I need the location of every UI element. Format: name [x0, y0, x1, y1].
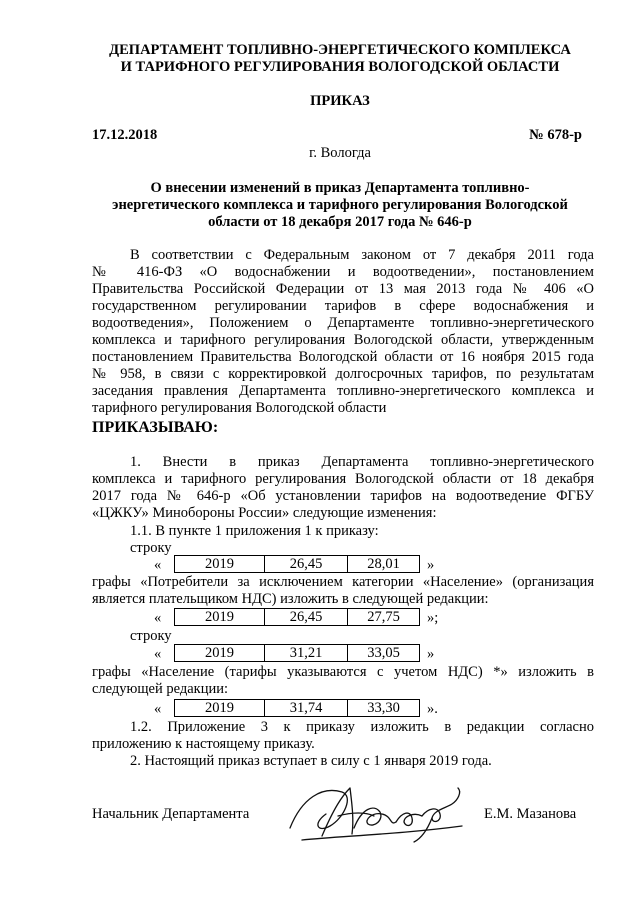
item-1-line: комплекса и тарифного регулирования Вологодской области от 18 декабря: [92, 471, 594, 487]
table-cell-value: 31,21: [265, 645, 348, 662]
table-cell-value: 31,74: [265, 700, 348, 717]
org-name-line-1: ДЕПАРТАМЕНТ ТОПЛИВНО-ЭНЕРГЕТИЧЕСКОГО КОМПЛЕКСА: [109, 42, 571, 58]
table-cell-value: 27,75: [348, 609, 420, 626]
row-word-1: строку: [130, 540, 172, 556]
open-quote: «: [154, 610, 162, 626]
open-quote: «: [154, 557, 162, 573]
close-quote: »;: [427, 610, 439, 626]
subject-line-2: энергетического комплекса и тарифного регулирования Вологодской: [112, 197, 568, 213]
preamble-line: тарифного регулирования Вологодской области: [92, 400, 387, 416]
close-quote: ».: [427, 701, 438, 717]
sub-item-1-2: [92, 719, 594, 753]
item-1-line: «ЦЖКУ» Минобороны России» следующие изменения:: [92, 505, 437, 521]
table-cell-year: 2019: [175, 700, 265, 717]
table-row: [175, 700, 420, 717]
table-cell-value: 26,45: [265, 609, 348, 626]
sub-item-1-2-line: 1.2. Приложение 3 к приказу изложить в редакции согласно: [130, 719, 594, 735]
org-name-line-2: И ТАРИФНОГО РЕГУЛИРОВАНИЯ ВОЛОГОДСКОЙ ОБЛАСТИ: [120, 59, 560, 75]
signer-position: Начальник Департамента: [92, 806, 250, 822]
replace-1-line: является плательщиком НДС) изложить в следующей редакции:: [92, 591, 489, 607]
preamble-line: государственном регулировании тарифов в сфере водоснабжения и: [92, 298, 594, 314]
replace-2-paragraph: [92, 664, 594, 698]
replace-2-line: следующей редакции:: [92, 681, 229, 697]
tariff-row-table-4: [174, 699, 420, 717]
table-cell-value: 26,45: [265, 556, 348, 573]
table-cell-year: 2019: [175, 609, 265, 626]
handwritten-signature-icon: [282, 778, 472, 848]
table-cell-value: 33,30: [348, 700, 420, 717]
replace-1-line: графы «Потребители за исключением категории «Население» (организация: [92, 574, 594, 590]
item-1-line: 2017 года № 646-р «Об установлении тарифов на водоотведение ФГБУ: [92, 488, 594, 504]
subject-line-1: О внесении изменений в приказ Департамента топливно-: [150, 180, 530, 196]
document-city: г. Вологда: [309, 145, 371, 161]
tariff-row-table-1: [174, 555, 420, 573]
item-2: 2. Настоящий приказ вступает в силу с 1 января 2019 года.: [130, 753, 492, 769]
table-cell-year: 2019: [175, 556, 265, 573]
close-quote: »: [427, 557, 435, 573]
preamble-line: № 958, в связи с корректировкой долгосрочных тарифов, по результатам: [92, 366, 594, 382]
preamble-line: постановлением Правительства Вологодской области от 16 ноября 2015 года: [92, 349, 594, 365]
subject-line-3: области от 18 декабря 2017 года № 646-р: [208, 214, 472, 230]
preamble-line: комплекса и тарифного регулирования Вологодской области, утвержденным: [92, 332, 594, 348]
item-1-paragraph: [92, 454, 594, 522]
document-date: 17.12.2018: [92, 127, 158, 143]
replace-2-line: графы «Население (тарифы указываются с учетом НДС) *» изложить в: [92, 664, 594, 680]
preamble-line: В соответствии с Федеральным законом от 7 декабря 2011 года: [130, 247, 594, 263]
sub-item-1-2-line: приложению к настоящему приказу.: [92, 736, 315, 752]
document-number: № 678-р: [529, 127, 582, 143]
table-row: [175, 645, 420, 662]
preamble-line: Правительства Российской Федерации от 13 мая 2013 года № 406 «О: [92, 281, 594, 297]
preamble-paragraph: [92, 247, 594, 417]
signer-name: Е.М. Мазанова: [484, 806, 577, 822]
item-1-line: 1. Внести в приказ Департамента топливно-энергетического: [130, 454, 594, 470]
table-cell-value: 28,01: [348, 556, 420, 573]
close-quote: »: [427, 646, 435, 662]
table-cell-value: 33,05: [348, 645, 420, 662]
row-word-2: строку: [130, 628, 172, 644]
table-row: [175, 609, 420, 626]
tariff-row-table-2: [174, 608, 420, 626]
table-cell-year: 2019: [175, 645, 265, 662]
order-word: ПРИКАЗЫВАЮ:: [92, 419, 219, 436]
sub-item-1-1: 1.1. В пункте 1 приложения 1 к приказу:: [130, 523, 379, 539]
open-quote: «: [154, 646, 162, 662]
table-row: [175, 556, 420, 573]
tariff-row-table-3: [174, 644, 420, 662]
preamble-line: заседания правления Департамента топливно-энергетического комплекса и: [92, 383, 594, 399]
preamble-line: водоотведения», Положением о Департаменте топливно-энергетического: [92, 315, 594, 331]
document-type: ПРИКАЗ: [310, 93, 370, 109]
replace-1-paragraph: [92, 574, 594, 608]
preamble-line: № 416-ФЗ «О водоснабжении и водоотведении», постановлением: [92, 264, 594, 280]
open-quote: «: [154, 701, 162, 717]
